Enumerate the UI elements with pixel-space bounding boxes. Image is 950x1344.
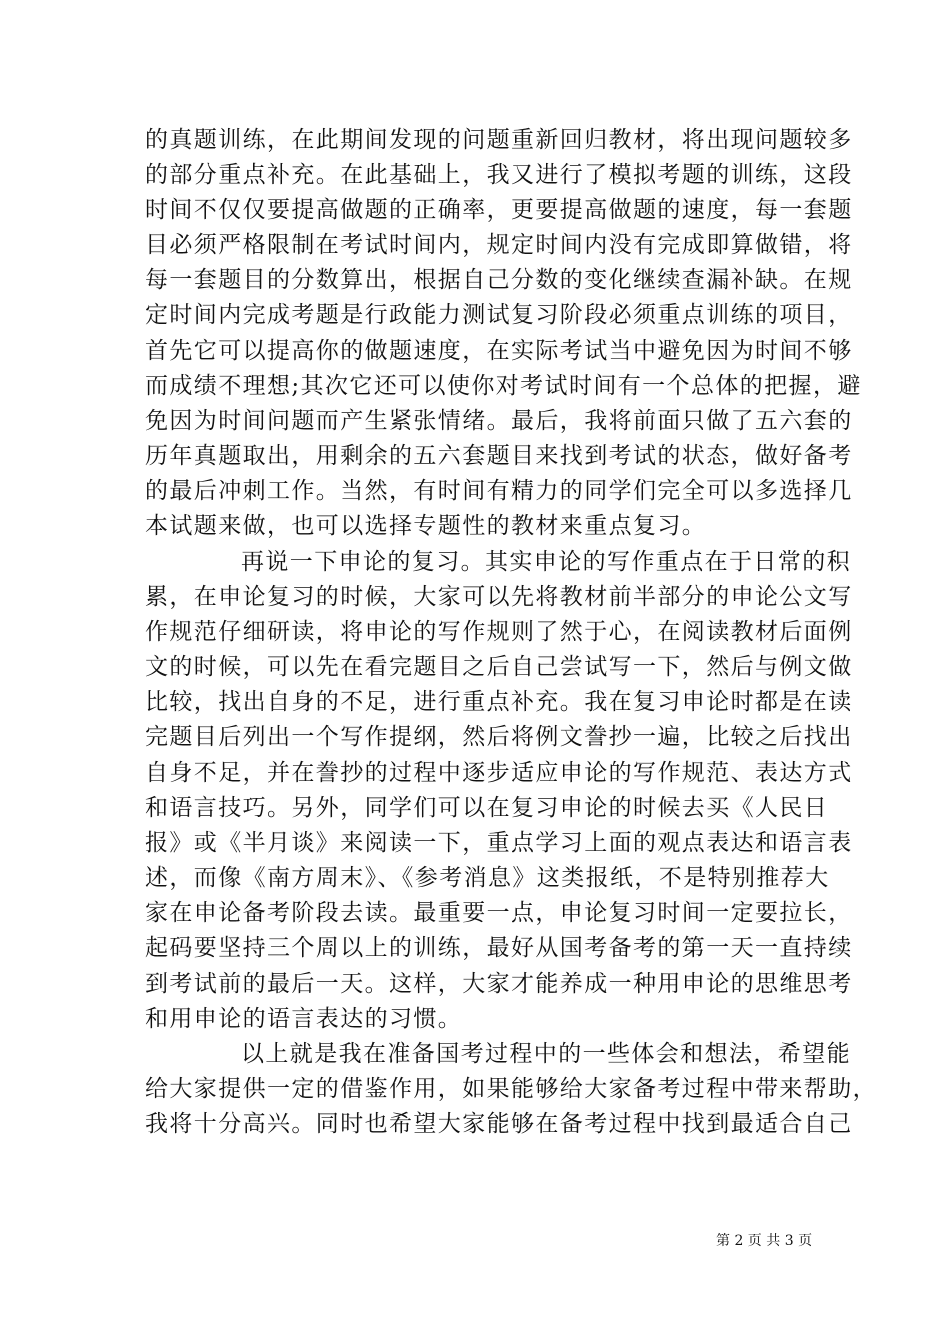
- text-line: 和语言技巧。另外，同学们可以在复习申论的时候去买《人民日: [145, 795, 829, 821]
- text-line: 给大家提供一定的借鉴作用，如果能够给大家备考过程中带来帮助，: [145, 1076, 877, 1102]
- paragraph-first-line: 以上就是我在准备国考过程中的一些体会和想法，希望能: [241, 1041, 851, 1067]
- text-line: 时间不仅仅要提高做题的正确率，更要提高做题的速度，每一套题: [145, 197, 853, 223]
- text-line: 历年真题取出，用剩余的五六套题目来找到考试的状态，做好备考: [145, 443, 853, 469]
- text-line: 的真题训练，在此期间发现的问题重新回归教材，将出现问题较多: [145, 127, 853, 153]
- text-line: 自身不足，并在誊抄的过程中逐步适应申论的写作规范、表达方式: [145, 760, 853, 786]
- text-line: 每一套题目的分数算出，根据自己分数的变化继续查漏补缺。在规: [145, 267, 853, 293]
- text-line: 我将十分高兴。同时也希望大家能够在备考过程中找到最适合自己: [145, 1111, 853, 1137]
- text-line: 累，在申论复习的时候，大家可以先将教材前半部分的申论公文写: [145, 584, 853, 610]
- text-line: 作规范仔细研读，将申论的写作规则了然于心，在阅读教材后面例: [145, 619, 853, 645]
- text-line: 文的时候，可以先在看完题目之后自己尝试写一下，然后与例文做: [145, 654, 853, 680]
- text-line: 免因为时间问题而产生紧张情绪。最后，我将前面只做了五六套的: [145, 408, 853, 434]
- text-line: 定时间内完成考题是行政能力测试复习阶段必须重点训练的项目，: [145, 302, 853, 328]
- text-line: 的部分重点补充。在此基础上，我又进行了模拟考题的训练，这段: [145, 162, 853, 188]
- text-line: 和用申论的语言表达的习惯。: [145, 1006, 463, 1032]
- text-line: 到考试前的最后一天。这样，大家才能养成一种用申论的思维思考: [145, 971, 853, 997]
- text-line: 报》或《半月谈》来阅读一下，重点学习上面的观点表达和语言表: [145, 830, 853, 856]
- text-line: 的最后冲刺工作。当然，有时间有精力的同学们完全可以多选择几: [145, 478, 853, 504]
- text-line: 比较，找出自身的不足，进行重点补充。我在复习申论时都是在读: [145, 689, 853, 715]
- text-line: 完题目后列出一个写作提纲，然后将例文誊抄一遍，比较之后找出: [145, 724, 853, 750]
- text-line: 述，而像《南方周末》、《参考消息》这类报纸，不是特别推荐大: [145, 865, 830, 891]
- page-number-footer: 第 2 页 共 3 页: [716, 1233, 813, 1249]
- text-line: 起码要坚持三个周以上的训练，最好从国考备考的第一天一直持续: [145, 935, 853, 961]
- text-line: 本试题来做，也可以选择专题性的教材来重点复习。: [145, 513, 707, 539]
- paragraph-first-line: 再说一下申论的复习。其实申论的写作重点在于日常的积: [241, 549, 851, 575]
- text-line: 目必须严格限制在考试时间内，规定时间内没有完成即算做错，将: [145, 232, 853, 258]
- text-line: 家在申论备考阶段去读。最重要一点，申论复习时间一定要拉长，: [145, 900, 853, 926]
- text-line: 而成绩不理想;其次它还可以使你对考试时间有一个总体的把握，避: [145, 373, 862, 399]
- text-line: 首先它可以提高你的做题速度，在实际考试当中避免因为时间不够: [145, 338, 853, 364]
